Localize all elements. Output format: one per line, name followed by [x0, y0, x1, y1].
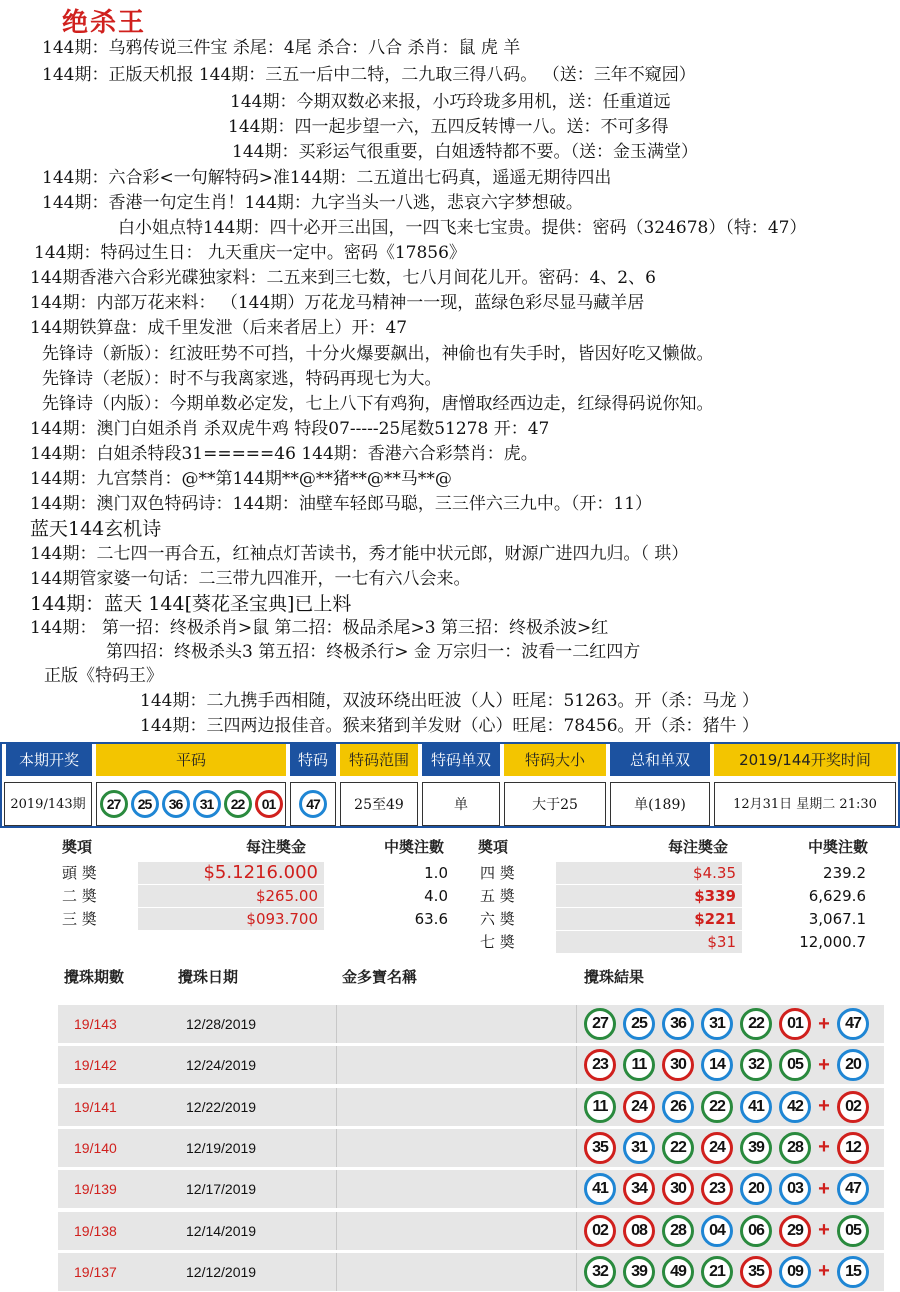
tip-line: 144期：澳门双色特码诗：144期：油壁车轻郎马聪，三三伴六三九中。（开：11） [30, 494, 653, 514]
prize-amount: $5.1216.000 [203, 862, 318, 883]
tip-line: 144期：二七四一再合五，红袖点灯苦读书，秀才能中状元郎，财源广进四九归。（ 珙） [30, 544, 689, 564]
number-ball: 32 [584, 1256, 616, 1288]
column-divider [576, 1088, 577, 1126]
prize-amount: $4.35 [693, 864, 736, 882]
column-divider [336, 1212, 337, 1250]
row-issue: 19/142 [74, 1057, 117, 1074]
row-result-balls [584, 1091, 869, 1123]
tip-line: 先锋诗（新版）：红波旺势不可挡，十分火爆要飙出，神偷也有失手时，皆因好吃又懒做。 [42, 344, 714, 364]
header-current-draw: 本期开奖 [6, 744, 92, 776]
prize-count: 63.6 [414, 910, 448, 928]
prize-amount: $265.00 [255, 887, 318, 905]
results-date-header: 攪珠日期 [178, 968, 239, 986]
results-name-header: 金多寶名稱 [342, 968, 418, 986]
row-result-balls [584, 1049, 869, 1081]
tip-line: 144期香港六合彩光碟独家料：二五来到三七数，七八月间花儿开。密码：4、2、6 [30, 268, 656, 288]
column-divider [336, 1005, 337, 1043]
number-ball: 24 [701, 1132, 733, 1164]
tip-line: 144期：特码过生日： 九天重庆一定中。密码《17856》 [34, 243, 466, 263]
header-special-odd-even: 特码单双 [422, 744, 500, 776]
table-row [58, 1046, 884, 1084]
header-special-size: 特码大小 [504, 744, 606, 776]
row-date: 12/24/2019 [186, 1057, 257, 1074]
header-special-number: 特码 [290, 744, 336, 776]
number-ball: 12 [837, 1132, 869, 1164]
number-ball: 25 [131, 790, 159, 818]
number-ball: 05 [837, 1215, 869, 1247]
prize-count-header-left: 中奬注數 [384, 838, 445, 856]
tip-line: 144期：澳门白姐杀肖 杀双虎牛鸡 特段07-----25尾数51278 开：47 [30, 419, 550, 439]
number-ball: 04 [701, 1215, 733, 1247]
number-ball: 06 [740, 1215, 772, 1247]
row-issue: 19/137 [74, 1263, 117, 1280]
special-number-cell [290, 782, 336, 826]
column-divider [336, 1129, 337, 1167]
row-result-balls [584, 1256, 869, 1288]
number-ball: 35 [584, 1132, 616, 1164]
row-issue: 19/141 [74, 1098, 117, 1115]
number-ball: 09 [779, 1256, 811, 1288]
special-odd-even-value: 单 [422, 782, 500, 826]
prize-item: 五 奬 [480, 887, 515, 905]
table-row [58, 1005, 884, 1043]
number-ball: 14 [701, 1049, 733, 1081]
prize-amount: $339 [694, 887, 736, 905]
prize-count: 6,629.6 [808, 887, 866, 905]
column-divider [576, 1170, 577, 1208]
tip-line: 白小姐点特144期：四十必开三出国，一四飞来七宝贵。提供：密码（324678）（特：47） [118, 218, 807, 238]
number-ball: 28 [779, 1132, 811, 1164]
number-ball: 27 [100, 790, 128, 818]
column-divider [576, 1129, 577, 1167]
column-divider [576, 1005, 577, 1043]
number-ball: 47 [837, 1008, 869, 1040]
tip-line: 144期：内部万花来料： （144期）万花龙马精神一一现，蓝绿色彩尽显马藏羊居 [30, 293, 645, 313]
tip-line: 正版《特码王》 [44, 666, 163, 686]
number-ball: 36 [162, 790, 190, 818]
tip-line: 144期：四一起步望一六，五四反转博一八。送：不可多得 [228, 117, 669, 137]
current-draw-table [0, 742, 900, 828]
number-ball: 47 [299, 790, 327, 818]
number-ball: 22 [224, 790, 252, 818]
number-ball: 22 [701, 1091, 733, 1123]
table-row [58, 1212, 884, 1250]
row-date: 12/28/2019 [186, 1016, 257, 1032]
number-ball: 22 [662, 1132, 694, 1164]
number-ball: 41 [740, 1091, 772, 1123]
prize-count: 1.0 [424, 864, 448, 882]
row-result-balls [584, 1132, 869, 1164]
special-size-value: 大于25 [504, 782, 606, 826]
number-ball: 22 [740, 1008, 772, 1040]
prize-amount-header-right: 每注奬金 [668, 838, 729, 856]
tip-line: 144期：白姐杀特段31=====46 144期：香港六合彩禁肖：虎。 [30, 444, 538, 464]
tip-line: 144期铁算盘：成千里发泄（后来者居上）开：47 [30, 318, 408, 338]
column-divider [336, 1253, 337, 1291]
number-ball: 01 [779, 1008, 811, 1040]
number-ball: 02 [584, 1215, 616, 1247]
tip-line: 先锋诗（老版）：时不与我离家逃，特码再现七为大。 [42, 369, 442, 389]
row-result-balls [584, 1215, 869, 1247]
prize-item: 六 奬 [480, 910, 515, 928]
prize-item: 三 奬 [62, 910, 97, 928]
number-ball: 39 [740, 1132, 772, 1164]
tip-line: 144期：香港一句定生肖！144期：九字当头一八逃，悲哀六字梦想破。 [42, 193, 583, 213]
prize-amount: $093.700 [246, 910, 318, 928]
prize-item: 七 奬 [480, 933, 515, 951]
results-result-header: 攪珠結果 [584, 968, 645, 986]
number-ball: 26 [662, 1091, 694, 1123]
row-issue: 19/140 [74, 1139, 117, 1156]
tip-line: 144期：乌鸦传说三件宝 杀尾：4尾 杀合：八合 杀肖：鼠 虎 羊 [42, 38, 521, 58]
header-normal-numbers: 平码 [96, 744, 286, 776]
row-date: 12/17/2019 [186, 1181, 257, 1198]
tip-line: 144期：九宫禁肖：@**第144期**@**猪**@**马**@ [30, 469, 452, 489]
tip-line: 144期：今期双数必来报，小巧玲珑多用机，送：任重道远 [230, 92, 671, 112]
number-ball: 20 [837, 1049, 869, 1081]
tip-line: 144期：三四两边报佳音。猴来猪到羊发财（心）旺尾：78456。开（杀：猪牛 ） [140, 716, 759, 736]
number-ball: 08 [623, 1215, 655, 1247]
number-ball: 39 [623, 1256, 655, 1288]
tip-line: 144期：买彩运气很重要，白姐透特都不要。（送：金玉满堂） [232, 142, 698, 162]
number-ball: 24 [623, 1091, 655, 1123]
plus-icon: + [818, 1260, 830, 1283]
prize-item-header-left: 奬項 [62, 838, 93, 856]
sum-odd-even-value: 单(189) [610, 782, 710, 826]
plus-icon: + [818, 1053, 830, 1076]
number-ball: 49 [662, 1256, 694, 1288]
column-divider [576, 1046, 577, 1084]
number-ball: 30 [662, 1173, 694, 1205]
row-result-balls [584, 1173, 869, 1205]
normal-numbers-cell [96, 782, 286, 826]
row-issue: 19/143 [74, 1016, 117, 1032]
number-ball: 15 [837, 1256, 869, 1288]
number-ball: 05 [779, 1049, 811, 1081]
row-issue: 19/139 [74, 1181, 117, 1198]
number-ball: 34 [623, 1173, 655, 1205]
row-date: 12/19/2019 [186, 1139, 257, 1156]
number-ball: 31 [701, 1008, 733, 1040]
plus-icon: + [818, 1095, 830, 1118]
table-row [58, 1253, 884, 1291]
number-ball: 28 [662, 1215, 694, 1247]
prize-amount-header-left: 每注奬金 [246, 838, 307, 856]
row-date: 12/22/2019 [186, 1098, 257, 1115]
prize-count: 3,067.1 [808, 910, 866, 928]
special-range-value: 25至49 [340, 782, 418, 826]
plus-icon: + [818, 1219, 830, 1241]
number-ball: 29 [779, 1215, 811, 1247]
column-divider [336, 1046, 337, 1084]
column-divider [336, 1088, 337, 1126]
number-ball: 27 [584, 1008, 616, 1040]
prize-amount: $221 [694, 910, 736, 928]
row-issue: 19/138 [74, 1222, 117, 1239]
number-ball: 03 [779, 1173, 811, 1205]
plus-icon: + [818, 1136, 830, 1159]
page-title: 绝杀王 [62, 8, 147, 38]
prize-item: 二 奬 [62, 887, 97, 905]
tip-line: 144期：二九携手西相随，双波环绕出旺波（人）旺尾：51263。开（杀：马龙 ） [140, 691, 759, 711]
tip-line: 144期：正版天机报 144期：三五一后中二特，二九取三得八码。 （送：三年不窥园） [42, 65, 696, 85]
number-ball: 21 [701, 1256, 733, 1288]
number-ball: 20 [740, 1173, 772, 1205]
number-ball: 32 [740, 1049, 772, 1081]
number-ball: 01 [255, 790, 283, 818]
row-date: 12/14/2019 [186, 1222, 257, 1239]
number-ball: 42 [779, 1091, 811, 1123]
prize-item: 頭 奬 [62, 864, 97, 882]
number-ball: 02 [837, 1091, 869, 1123]
plus-icon: + [818, 1177, 830, 1200]
number-ball: 31 [623, 1132, 655, 1164]
number-ball: 36 [662, 1008, 694, 1040]
row-result-balls [584, 1008, 869, 1040]
number-ball: 11 [584, 1091, 616, 1123]
number-ball: 23 [584, 1049, 616, 1081]
number-ball: 35 [740, 1256, 772, 1288]
draw-issue: 2019/143期 [4, 782, 92, 826]
tip-line: 144期：六合彩<一句解特码>准144期：二五道出七码真，遥遥无期待四出 [42, 168, 612, 188]
prize-count: 239.2 [823, 864, 866, 882]
number-ball: 31 [193, 790, 221, 818]
header-next-draw-time: 2019/144开奖时间 [714, 744, 896, 776]
prize-amount: $31 [707, 933, 736, 951]
results-issue-header: 攪珠期數 [64, 968, 125, 986]
column-divider [576, 1212, 577, 1250]
row-date: 12/12/2019 [186, 1263, 257, 1280]
next-draw-time-value: 12月31日 星期二 21:30 [714, 782, 896, 826]
header-sum-odd-even: 总和单双 [610, 744, 710, 776]
tip-line: 先锋诗（内版）：今期单数必定发，七上八下有鸡狗，唐憎取经西边走，红绿得码说你知。 [42, 394, 714, 414]
number-ball: 25 [623, 1008, 655, 1040]
tip-line: 蓝天144玄机诗 [30, 518, 162, 540]
prize-count: 4.0 [424, 887, 448, 905]
table-row [58, 1088, 884, 1126]
number-ball: 11 [623, 1049, 655, 1081]
tip-line: 144期：蓝天 144[葵花圣宝典]已上料 [30, 593, 352, 615]
prize-item-header-right: 奬項 [478, 838, 509, 856]
tip-line: 144期： 第一招：终极杀肖>鼠 第二招：极品杀尾>3 第三招：终极杀波>红 [30, 618, 609, 638]
table-row [58, 1129, 884, 1167]
header-special-range: 特码范围 [340, 744, 418, 776]
number-ball: 41 [584, 1173, 616, 1205]
number-ball: 23 [701, 1173, 733, 1205]
tip-line: 第四招：终极杀头3 第五招：终极杀行> 金 万宗归一：波看一二红四方 [106, 642, 641, 662]
column-divider [336, 1170, 337, 1208]
number-ball: 47 [837, 1173, 869, 1205]
plus-icon: + [818, 1012, 830, 1035]
prize-item: 四 奬 [480, 864, 515, 882]
prize-count-header-right: 中奬注數 [808, 838, 869, 856]
column-divider [576, 1253, 577, 1291]
tip-line: 144期管家婆一句话：二三带九四准开，一七有六八会来。 [30, 569, 471, 589]
number-ball: 30 [662, 1049, 694, 1081]
prize-count: 12,000.7 [799, 933, 866, 951]
table-row [58, 1170, 884, 1208]
